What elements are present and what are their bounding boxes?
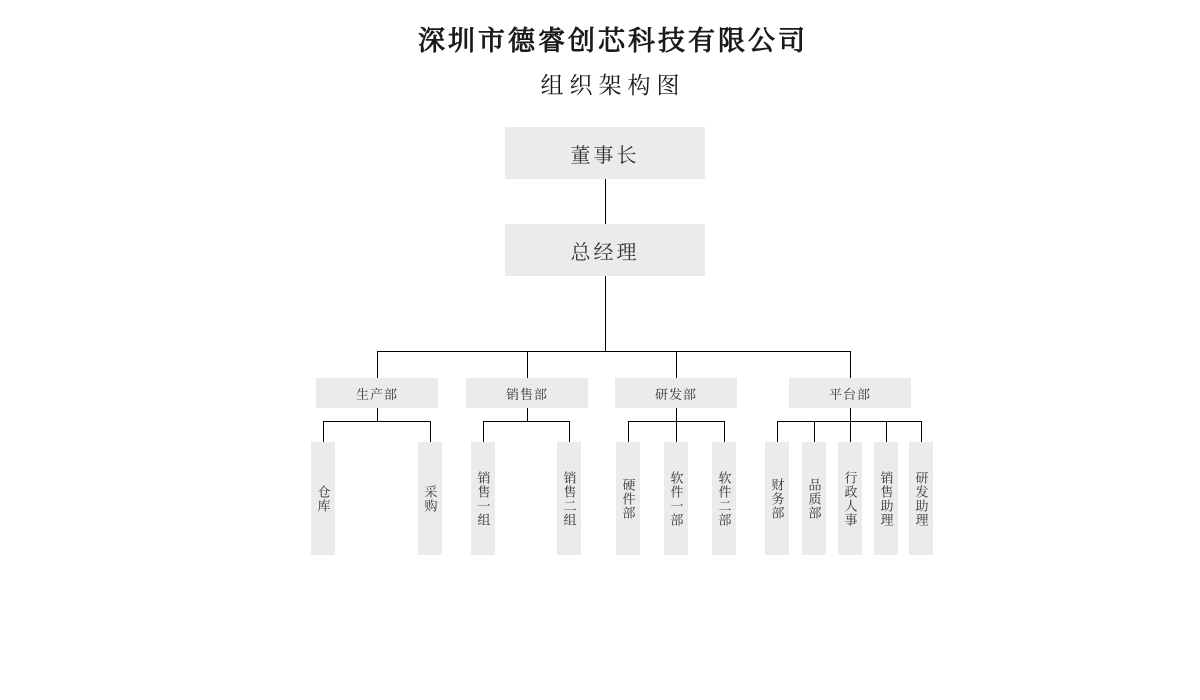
page-subtitle: 组织架构图	[540, 72, 686, 98]
leaf-box-rnd-assistant: 研发助理	[909, 442, 933, 555]
leaf-box-warehouse: 仓库	[311, 442, 335, 555]
connector-line	[676, 351, 677, 378]
connector-line	[724, 421, 725, 442]
connector-line	[483, 421, 569, 422]
leaf-box-sales-group-1: 销售一组	[471, 442, 495, 555]
dept-box-rnd: 研发部	[615, 378, 737, 408]
connector-line	[377, 351, 378, 378]
dept-box-platform: 平台部	[789, 378, 911, 408]
connector-line	[676, 408, 677, 421]
connector-line	[377, 408, 378, 421]
connector-line	[676, 421, 677, 442]
leaf-box-purchasing: 采购	[418, 442, 442, 555]
leaf-box-sales-group-2: 销售二组	[557, 442, 581, 555]
leaf-box-hr-admin: 行政人事	[838, 442, 862, 555]
connector-line	[850, 408, 851, 421]
general-manager-box: 总经理	[505, 224, 705, 276]
connector-line	[483, 421, 484, 442]
leaf-box-software-1: 软件一部	[664, 442, 688, 555]
connector-line	[430, 421, 431, 442]
connector-line	[605, 276, 606, 351]
connector-line	[605, 179, 606, 224]
dept-box-sales: 销售部	[466, 378, 588, 408]
connector-line	[921, 421, 922, 442]
connector-line	[850, 351, 851, 378]
leaf-box-quality: 品质部	[802, 442, 826, 555]
leaf-box-finance: 财务部	[765, 442, 789, 555]
connector-line	[527, 351, 528, 378]
connector-line	[814, 421, 815, 442]
connector-line	[377, 351, 850, 352]
chairman-box: 董事长	[505, 127, 705, 179]
connector-line	[777, 421, 778, 442]
connector-line	[850, 421, 851, 442]
leaf-box-software-2: 软件二部	[712, 442, 736, 555]
connector-line	[628, 421, 629, 442]
connector-line	[886, 421, 887, 442]
leaf-box-hardware: 硬件部	[616, 442, 640, 555]
connector-line	[527, 408, 528, 421]
dept-box-production: 生产部	[316, 378, 438, 408]
connector-line	[569, 421, 570, 442]
connector-line	[777, 421, 921, 422]
connector-line	[323, 421, 324, 442]
page-title: 深圳市德睿创芯科技有限公司	[418, 26, 808, 56]
connector-line	[323, 421, 430, 422]
leaf-box-sales-assistant: 销售助理	[874, 442, 898, 555]
